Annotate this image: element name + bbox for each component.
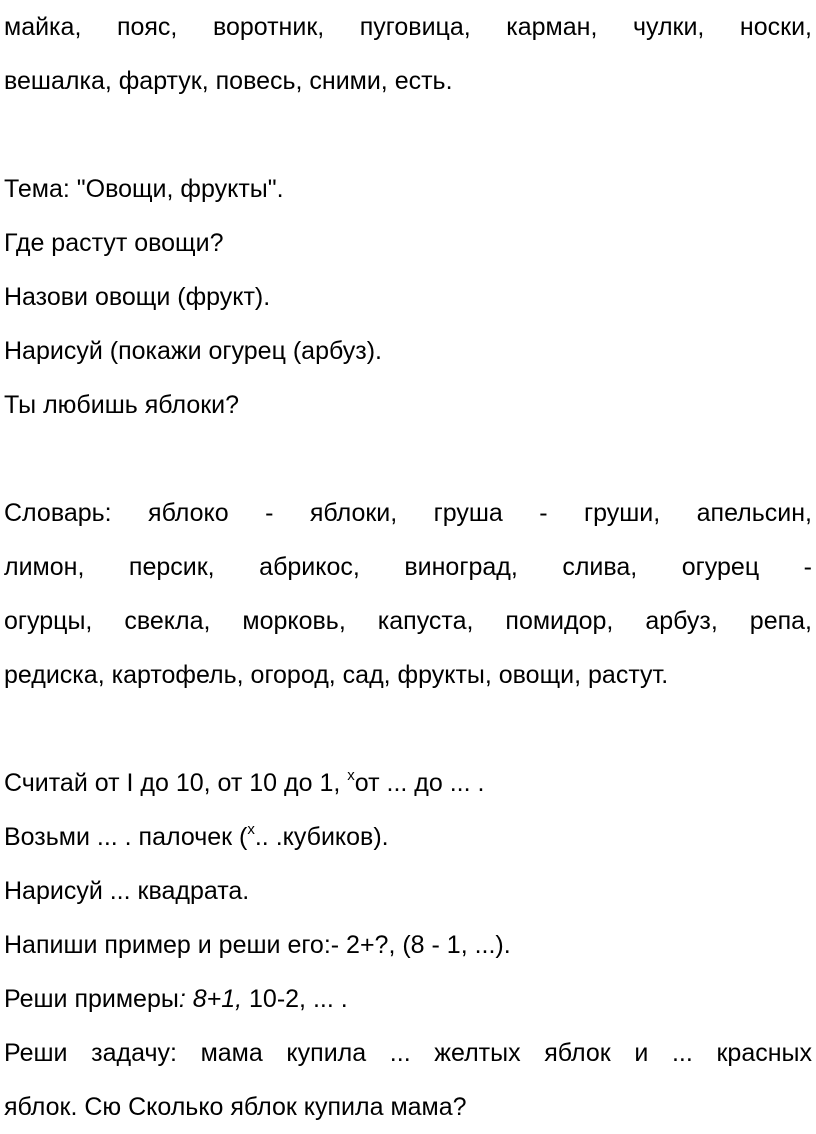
take-text-a: Возьми ... . палочек ( [4,823,248,851]
solve-text-b: 10-2, ... . [242,985,348,1013]
question-like-apples: Ты любишь яблоки? [4,391,240,419]
take-superscript: x [247,820,255,838]
paragraph-gap [4,702,812,756]
paragraph-gap [4,432,812,486]
clothes-line-1: майка, пояс, воротник, пуговица, карман, чулки, носки, [4,13,812,41]
solve-italic-example: : 8+1, [178,985,243,1013]
question-draw: Нарисуй (покажи огурец (арбуз). [4,337,382,365]
paragraph-gap [4,108,812,162]
count-superscript: x [347,766,355,784]
math-task-line-2: яблок. Сю Сколько яблок купила мама? [4,1093,467,1121]
count-text-a: Считай от I до 10, от 10 до 1, [4,769,348,797]
math-write-example-line: Напиши пример и реши его:- 2+?, (8 - 1, ...). [4,931,511,959]
clothes-line-2: вешалка, фартук, повесь, сними, есть. [4,67,453,95]
solve-text-a: Реши примеры [4,985,179,1013]
math-task-line-1: Реши задачу: мама купила ... желтых яблок и ... красных [4,1039,812,1067]
question-name-vegetables: Назови овощи (фрукт). [4,283,271,311]
count-text-b: от ... до ... . [354,769,485,797]
question-where-grow: Где растут овощи? [4,229,224,257]
topic-heading: Тема: "Овощи, фрукты". [4,175,284,203]
math-count-line [4,756,812,810]
dictionary-line-2: лимон, персик, абрикос, виноград, слива, огурец - [4,553,812,581]
math-take-line [4,810,812,864]
math-draw-line: Нарисуй ... квадрата. [4,877,250,905]
math-solve-line [4,972,812,1026]
document-page [4,0,812,1134]
take-text-b: .. .кубиков). [254,823,389,851]
dictionary-line-3: огурцы, свекла, морковь, капуста, помидор, арбуз, репа, [4,607,812,635]
dictionary-line-4: редиска, картофель, огород, сад, фрукты, овощи, растут. [4,661,669,689]
dictionary-line-1: Словарь: яблоко - яблоки, груша - груши, апельсин, [4,499,812,527]
